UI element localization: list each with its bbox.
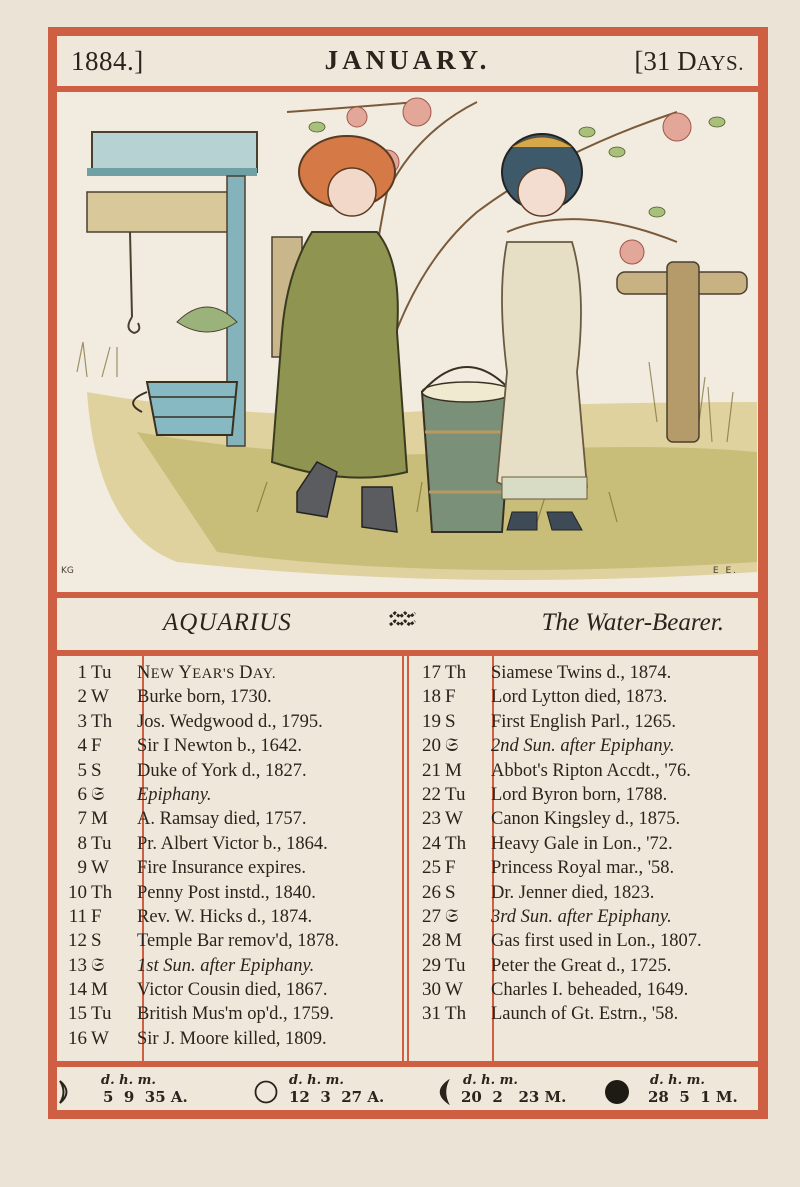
day-row	[415, 686, 760, 710]
day-event: Siamese Twins d., 1874.	[491, 663, 672, 683]
day-number: 30	[422, 979, 441, 1001]
day-event: Charles I. beheaded, 1649.	[491, 980, 689, 1001]
illustration-children-carrying-bucket	[57, 92, 758, 592]
days-count-label	[634, 46, 744, 77]
aquarius-glyph-icon	[388, 609, 418, 631]
day-event: Princess Royal mar., '58.	[491, 858, 675, 879]
day-of-week: W	[91, 857, 109, 879]
day-row	[57, 711, 402, 735]
day-row	[57, 686, 402, 710]
day-number: 13	[68, 954, 87, 976]
day-event: Abbot's Ripton Accdt., '76.	[491, 760, 691, 781]
day-event: Temple Bar remov'd, 1878.	[137, 931, 339, 952]
day-event: Sir I Newton b., 1642.	[137, 736, 302, 757]
moon-time-value: 5 9 35 A.	[103, 1088, 188, 1106]
day-number: 31	[422, 1003, 441, 1025]
day-number: 14	[68, 979, 87, 1001]
day-of-week: Th	[445, 1003, 467, 1025]
day-number: 24	[422, 832, 441, 854]
day-event: 2nd Sun. after Epiphany.	[491, 736, 675, 757]
day-of-week: Th	[91, 881, 113, 903]
day-number: 3	[77, 710, 87, 732]
month-title: JANUARY.	[324, 45, 491, 75]
day-event: 3rd Sun. after Epiphany.	[491, 906, 672, 927]
moon-time-labels: d. h. m.	[101, 1073, 156, 1088]
days-column-left	[57, 662, 402, 1052]
day-of-week: M	[91, 808, 108, 830]
day-event: Lord Lytton died, 1873.	[491, 687, 668, 708]
day-row	[415, 930, 760, 954]
day-number: 12	[68, 930, 87, 952]
day-row	[57, 808, 402, 832]
day-number: 17	[422, 662, 441, 683]
day-event: NEW YEAR'S DAY.	[137, 663, 277, 683]
day-event: Lord Byron born, 1788.	[491, 784, 668, 805]
day-row	[57, 882, 402, 906]
illustrator-monogram: KG	[61, 566, 74, 576]
day-event: First English Parl., 1265.	[491, 711, 677, 732]
day-row	[415, 711, 760, 735]
day-event: Victor Cousin died, 1867.	[137, 980, 328, 1001]
day-row	[415, 735, 760, 759]
day-of-week: Th	[445, 662, 467, 683]
day-row	[57, 955, 402, 979]
moon-time-labels: d. h. m.	[289, 1073, 344, 1088]
day-row	[415, 662, 760, 686]
day-row	[415, 979, 760, 1003]
day-of-week: F	[91, 905, 102, 927]
day-event: British Mus'm op'd., 1759.	[137, 1004, 334, 1025]
day-number: 1	[77, 662, 87, 683]
day-row	[415, 808, 760, 832]
year-label: 1884.]	[71, 46, 144, 76]
day-of-week: W	[91, 1027, 109, 1049]
illustration-art	[57, 92, 758, 592]
day-number: 29	[422, 954, 441, 976]
day-row	[57, 662, 402, 686]
day-of-week: W	[91, 686, 109, 708]
day-of-week: 𝔖	[445, 735, 459, 757]
day-number: 16	[68, 1027, 87, 1049]
day-number: 25	[422, 857, 441, 879]
day-event: Launch of Gt. Estrn., '58.	[491, 1004, 679, 1025]
aquarius-icon	[388, 609, 418, 637]
day-row	[57, 930, 402, 954]
day-row	[415, 784, 760, 808]
day-number: 23	[422, 808, 441, 830]
day-row	[415, 760, 760, 784]
day-of-week: F	[445, 686, 456, 708]
day-of-week: W	[445, 808, 463, 830]
engraver-monogram: E E.	[712, 566, 738, 576]
column-divider	[407, 656, 409, 1061]
day-of-week: M	[91, 979, 108, 1001]
day-of-week: Tu	[91, 1003, 112, 1025]
days-count-suffix: AYS.	[696, 51, 744, 75]
day-row	[415, 906, 760, 930]
day-number: 5	[77, 759, 87, 781]
day-row	[57, 1028, 402, 1052]
day-number: 15	[68, 1003, 87, 1025]
day-number: 19	[422, 710, 441, 732]
day-of-week: W	[445, 979, 463, 1001]
day-of-week: F	[91, 735, 102, 757]
day-of-week: S	[91, 930, 102, 952]
day-event: Epiphany.	[137, 784, 212, 805]
day-of-week: M	[445, 930, 462, 952]
day-of-week: 𝔖	[91, 783, 105, 805]
day-event: Heavy Gale in Lon., '72.	[491, 833, 673, 854]
column-divider	[402, 656, 404, 1061]
days-table	[57, 656, 758, 1061]
zodiac-banner	[57, 598, 758, 650]
page-header	[57, 36, 758, 86]
day-number: 9	[77, 857, 87, 879]
day-of-week: S	[445, 710, 456, 732]
day-number: 8	[77, 832, 87, 854]
day-event: Gas first used in Lon., 1807.	[491, 931, 702, 952]
day-number: 28	[422, 930, 441, 952]
day-event: Burke born, 1730.	[137, 687, 272, 708]
day-row	[57, 735, 402, 759]
day-row	[57, 1003, 402, 1027]
day-number: 4	[77, 735, 87, 757]
first-quarter-moon-icon	[57, 1079, 73, 1105]
day-number: 18	[422, 686, 441, 708]
day-row	[57, 979, 402, 1003]
day-of-week: F	[445, 857, 456, 879]
day-of-week: Th	[91, 710, 113, 732]
day-row	[415, 882, 760, 906]
calendar-page-frame	[48, 27, 768, 1119]
day-of-week: M	[445, 759, 462, 781]
last-quarter-moon-icon	[435, 1079, 451, 1105]
day-number: 22	[422, 783, 441, 805]
day-of-week: S	[445, 881, 456, 903]
moon-time-labels: d. h. m.	[463, 1073, 518, 1088]
zodiac-sign-name: AQUARIUS	[163, 609, 292, 636]
full-moon-icon	[253, 1079, 279, 1105]
day-number: 11	[68, 905, 87, 927]
day-row	[57, 857, 402, 881]
day-of-week: Th	[445, 832, 467, 854]
day-of-week: 𝔖	[91, 954, 105, 976]
day-of-week: 𝔖	[445, 905, 459, 927]
day-of-week: Tu	[91, 662, 112, 683]
day-event: Fire Insurance expires.	[137, 858, 307, 879]
day-of-week: S	[91, 759, 102, 781]
day-event: Pr. Albert Victor b., 1864.	[137, 833, 328, 854]
moon-time-value: 12 3 27 A.	[289, 1088, 385, 1106]
day-event: Sir J. Moore killed, 1809.	[137, 1028, 327, 1049]
day-row	[415, 1003, 760, 1027]
day-number: 7	[77, 808, 87, 830]
days-count-prefix: [31 D	[634, 46, 697, 76]
days-column-right	[415, 662, 760, 1028]
day-number: 2	[77, 686, 87, 708]
moon-phases-row	[57, 1067, 758, 1111]
day-event: 1st Sun. after Epiphany.	[137, 955, 315, 976]
moon-time-value: 20 2 23 M.	[461, 1088, 567, 1106]
day-event: Dr. Jenner died, 1823.	[491, 882, 655, 903]
day-row	[57, 784, 402, 808]
day-event: Peter the Great d., 1725.	[491, 955, 672, 976]
day-event: Duke of York d., 1827.	[137, 760, 307, 781]
day-row	[415, 857, 760, 881]
day-event: Jos. Wedgwood d., 1795.	[137, 711, 323, 732]
day-of-week: Tu	[445, 954, 466, 976]
zodiac-meaning: The Water-Bearer.	[541, 609, 724, 636]
day-row	[57, 760, 402, 784]
day-number: 6	[77, 783, 87, 805]
day-event: Canon Kingsley d., 1875.	[491, 809, 681, 830]
day-of-week: Tu	[91, 832, 112, 854]
new-moon-icon	[604, 1079, 630, 1105]
moon-time-value: 28 5 1 M.	[648, 1088, 738, 1106]
day-number: 21	[422, 759, 441, 781]
day-number: 26	[422, 881, 441, 903]
day-number: 27	[422, 905, 441, 927]
day-event: A. Ramsay died, 1757.	[137, 809, 307, 830]
day-row	[415, 833, 760, 857]
moon-time-labels: d. h. m.	[650, 1073, 705, 1088]
day-row	[57, 833, 402, 857]
day-row	[57, 906, 402, 930]
day-number: 10	[68, 881, 87, 903]
day-event: Penny Post instd., 1840.	[137, 882, 316, 903]
day-number: 20	[422, 735, 441, 757]
day-of-week: Tu	[445, 783, 466, 805]
day-event: Rev. W. Hicks d., 1874.	[137, 906, 313, 927]
day-row	[415, 955, 760, 979]
